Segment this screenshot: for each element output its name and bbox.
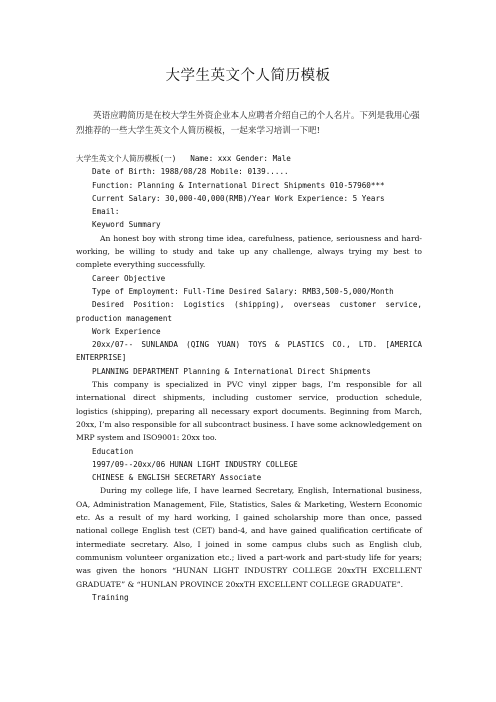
- document-title: 大学生英文个人简历模板: [165, 68, 331, 84]
- education-major: CHINESE & ENGLISH SECRETARY Associate: [92, 473, 262, 483]
- experience-dept: PLANNING DEPARTMENT Planning & International Direct Shipments: [92, 366, 371, 376]
- name-gender: Name: xxx Gender: Male: [190, 154, 291, 163]
- intro-paragraph: 英语应聘简历是在校大学生外资企业本人应聘者介绍自己的个人名片。下列是我用心强烈推荐的一些大学生英文个人简历模板，一起来学习培训一下吧!: [76, 111, 420, 136]
- desired-position: Desired Position: Logistics (shipping), overseas customer service, production management: [76, 300, 422, 323]
- birth-mobile: Date of Birth: 1988/08/28 Mobile: 0139.....: [92, 167, 289, 177]
- objective-heading: Career Objective: [92, 273, 166, 283]
- education-heading: Education: [92, 446, 134, 456]
- keyword-text: An honest boy with strong time idea, carefulness, patience, seriousness and hard-working, be willing to study and take up any challenge, always trying my best to complete everything successfully.: [76, 233, 422, 270]
- resume-heading: 大学生英文个人简历模板(一): [76, 154, 177, 163]
- function-line: Function: Planning & International Direct Shipments 010-57960***: [92, 180, 385, 190]
- experience-company: 20xx/07-- SUNLANDA (QING YUAN) TOYS & PLASTICS CO., LTD. [AMERICA ENTERPRISE]: [76, 340, 422, 363]
- email-line: Email:: [92, 207, 120, 217]
- employment-type: Type of Employment: Full-Time Desired Salary: RMB3,500-5,000/Month: [92, 286, 394, 296]
- experience-text: This company is specialized in PVC vinyl zipper bags, I’m responsible for all international direct shipments, including customer service, production schedule, logistics (shipping), preparing all necessary export documents. Beginning from March, 20xx, I’m also responsible for all subcontract business. I have some acknowledgement on MRP system and ISO9001: 20xx too.: [76, 380, 422, 443]
- keyword-heading: Keyword Summary: [92, 220, 161, 230]
- resume-heading-line: [76, 152, 422, 165]
- experience-heading: Work Experience: [92, 326, 161, 336]
- training-heading: Training: [92, 592, 129, 602]
- education-school: 1997/09--20xx/06 HUNAN LIGHT INDUSTRY COLLEGE: [92, 459, 298, 469]
- education-text: During my college life, I have learned Secretary, English, International business, OA, Administration Management, File, Statistics, Sales & Marketing, Western Economic etc. As a result of my hard working, I gained scholarship more than once, passed national college English test (CET) band-4, and have gained qualification certificate of intermediate secretary. Also, I joined in some campus clubs such as English club, communism volunteer organization etc.; lived a part-work and part-study life for years; was given the honors “HUNAN LIGHT INDUSTRY COLLEGE 20xxTH EXCELLENT GRADUATE” & “HUNLAN PROVINCE 20xxTH EXCELLENT COLLEGE GRADUATE”.: [76, 486, 422, 589]
- resume-body: [76, 152, 422, 604]
- salary-line: Current Salary: 30,000-40,000(RMB)/Year Work Experience: 5 Years: [92, 193, 385, 203]
